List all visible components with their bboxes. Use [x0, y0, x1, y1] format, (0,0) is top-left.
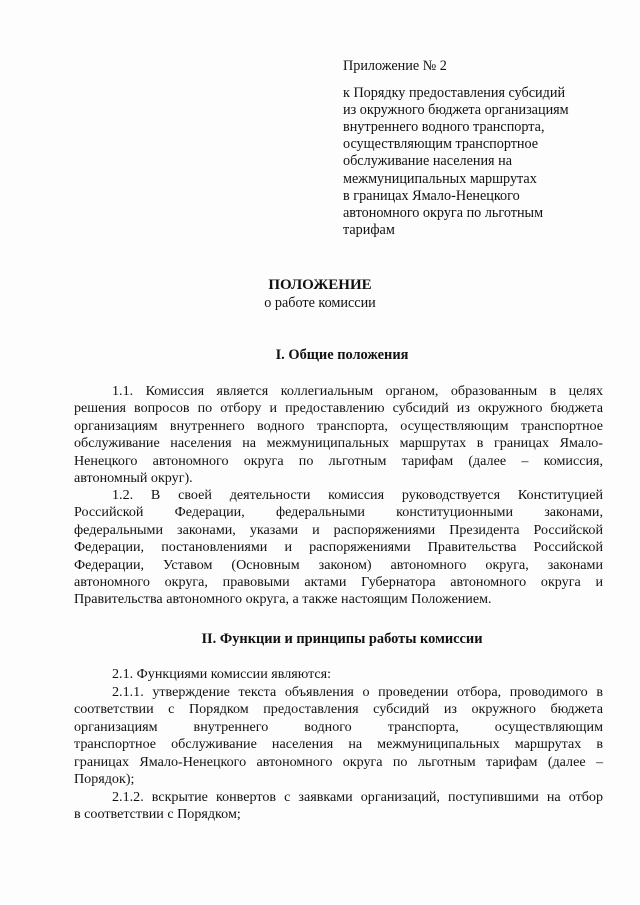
paragraph-line: 2.1.2. вскрытие конвертов с заявками организаций, поступившими на отбор: [112, 789, 603, 805]
paragraph-line: транспортное обслуживание населения на межмуниципальных маршрутах в: [74, 736, 603, 753]
paragraph-line: федеральными законами, указами и распоряжениями Президента Российской: [74, 521, 603, 538]
paragraph-line: решения вопросов по отбору и предоставлению субсидий из окружного бюджета: [74, 400, 603, 417]
appendix-line: внутреннего водного транспорта,: [343, 119, 545, 136]
appendix-title: Приложение № 2: [343, 58, 447, 74]
section-2-heading: II. Функции и принципы работы комиссии: [201, 631, 483, 647]
paragraph-line: автономный округ).: [74, 469, 193, 486]
appendix-line: межмуниципальных маршрутах: [343, 170, 537, 187]
paragraph-line: Порядок);: [74, 770, 135, 787]
paragraph-line: соответствии с Порядком предоставления субсидий из окружного бюджета: [74, 701, 603, 718]
paragraph-line: Российской Федерации, федеральными конституционными законами,: [74, 504, 603, 521]
section-1-heading: I. Общие положения: [275, 347, 409, 363]
paragraph-line: в соответствии с Порядком;: [74, 806, 241, 823]
paragraph-line: границах Ямало-Ненецкого автономного округа по льготным тарифам (далее –: [74, 753, 603, 770]
paragraph-line: Федерации, Уставом (Основным законом) автономного округа, законами: [74, 556, 603, 573]
appendix-line: обслуживание населения на: [343, 153, 513, 170]
appendix-line: в границах Ямало-Ненецкого: [343, 187, 520, 204]
paragraph-line: Ненецкого автономного округа по льготным тарифам (далее – комиссия,: [74, 452, 603, 469]
appendix-line: к Порядку предоставления субсидий: [343, 85, 566, 102]
document-title: ПОЛОЖЕНИЕ: [268, 277, 372, 293]
paragraph-line: Федерации, постановлениями и распоряжениями Правительства Российской: [74, 539, 603, 556]
paragraph-line: Правительства автономного округа, а также настоящим Положением.: [74, 591, 492, 608]
section-1-paragraph-1: [74, 383, 603, 487]
appendix-line: осуществляющим транспортное: [343, 136, 539, 153]
paragraph-line: организациям внутреннего водного транспорта, осуществляющим транспортное: [74, 417, 603, 434]
section-2-paragraph-1: [74, 666, 603, 683]
paragraph-line: 2.1.1. утверждение текста объявления о проведении отбора, проводимого в: [112, 684, 603, 700]
appendix-block: [343, 58, 613, 239]
appendix-line: из окружного бюджета организациям: [343, 102, 569, 119]
document-subtitle: о работе комиссии: [264, 295, 376, 311]
paragraph-line: 2.1. Функциями комиссии являются:: [112, 666, 332, 682]
paragraph-line: организациям внутреннего водного транспорта, осуществляющим: [74, 718, 603, 735]
section-2-paragraph-3: [74, 789, 603, 824]
paragraph-line: 1.1. Комиссия является коллегиальным органом, образованным в целях: [112, 383, 603, 399]
appendix-line: автономного округа по льготным: [343, 204, 544, 221]
section-1-paragraph-2: [74, 487, 603, 609]
section-2-paragraph-2: [74, 684, 603, 788]
paragraph-line: автономного округа, правовыми актами Губернатора автономного округа и: [74, 573, 603, 590]
paragraph-line: обслуживание населения на межмуниципальных маршрутах в границах Ямало-: [74, 435, 603, 452]
appendix-line: тарифам: [343, 221, 395, 238]
paragraph-line: 1.2. В своей деятельности комиссия руководствуется Конституцией: [112, 487, 603, 503]
